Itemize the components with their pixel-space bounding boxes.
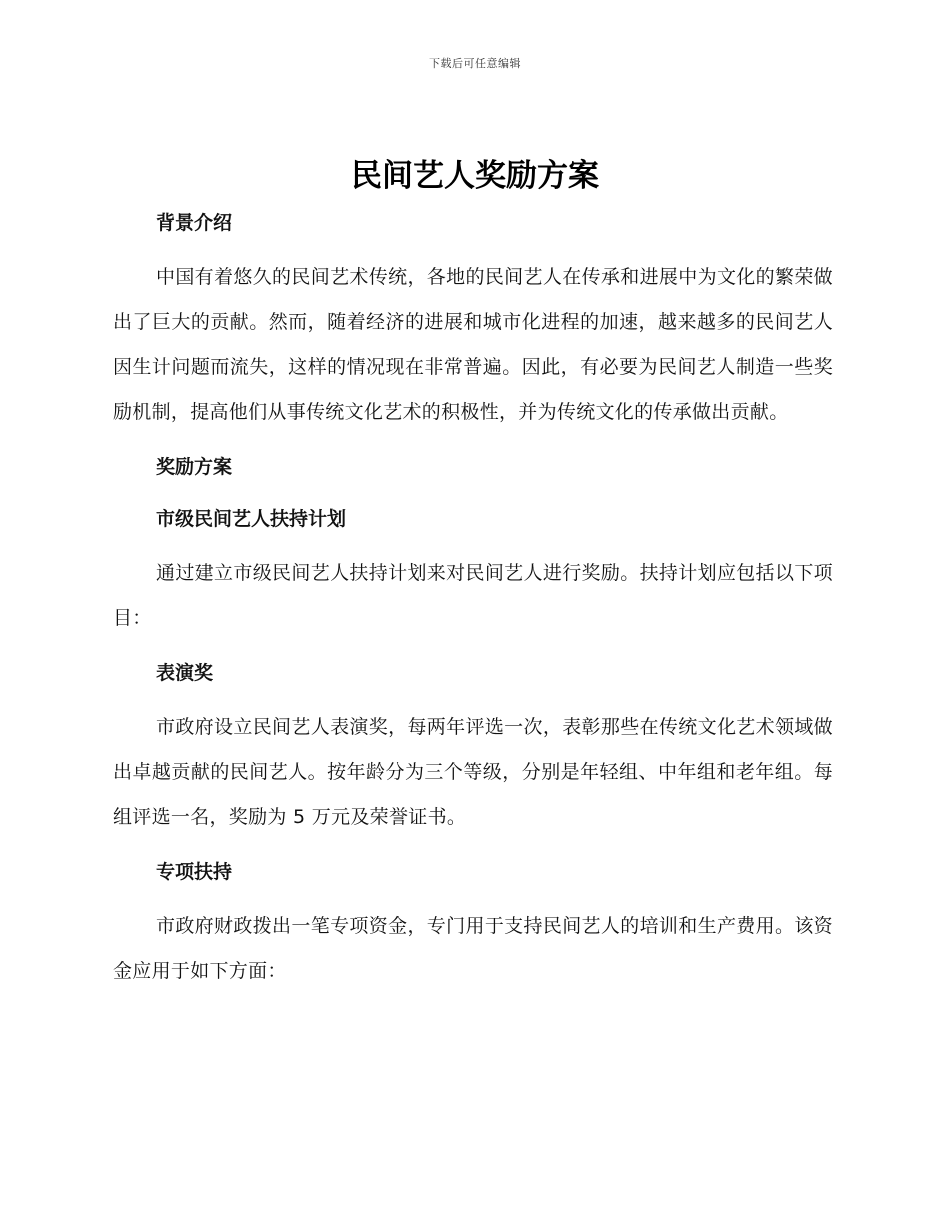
section-heading-city-plan: 市级民间艺人扶持计划 (156, 508, 347, 530)
paragraph-special: 市政府财政拨出一笔专项资金，专门用于支持民间艺人的培训和生产费用。该资金应用于如下方面： (113, 915, 833, 982)
header-note: 下载后可任意编辑 (429, 57, 521, 70)
paragraph-background: 中国有着悠久的民间艺术传统，各地的民间艺人在传承和进展中为文化的繁荣做出了巨大的贡献。然而，随着经济的进展和城市化进程的加速，越来越多的民间艺人因生计问题而流失，这样的情况现在非常普遍。因此，有必要为民间艺人制造一些奖励机制，提高他们从事传统文化艺术的积极性，并为传统文化的传承做出贡献。 (113, 266, 833, 423)
section-heading-background: 背景介绍 (156, 212, 233, 234)
paragraph-city-plan: 通过建立市级民间艺人扶持计划来对民间艺人进行奖励。扶持计划应包括以下项目： (113, 562, 833, 629)
section-heading-scheme: 奖励方案 (156, 456, 233, 478)
page-title: 民间艺人奖励方案 (351, 158, 599, 194)
section-heading-performance: 表演奖 (156, 662, 214, 684)
paragraph-performance: 市政府设立民间艺人表演奖，每两年评选一次，表彰那些在传统文化艺术领域做出卓越贡献的民间艺人。按年龄分为三个等级，分别是年轻组、中年组和老年组。每组评选一名，奖励为 5 万元及荣誉证书。 (113, 716, 833, 828)
document-body (113, 203, 833, 994)
section-heading-special: 专项扶持 (156, 861, 233, 883)
